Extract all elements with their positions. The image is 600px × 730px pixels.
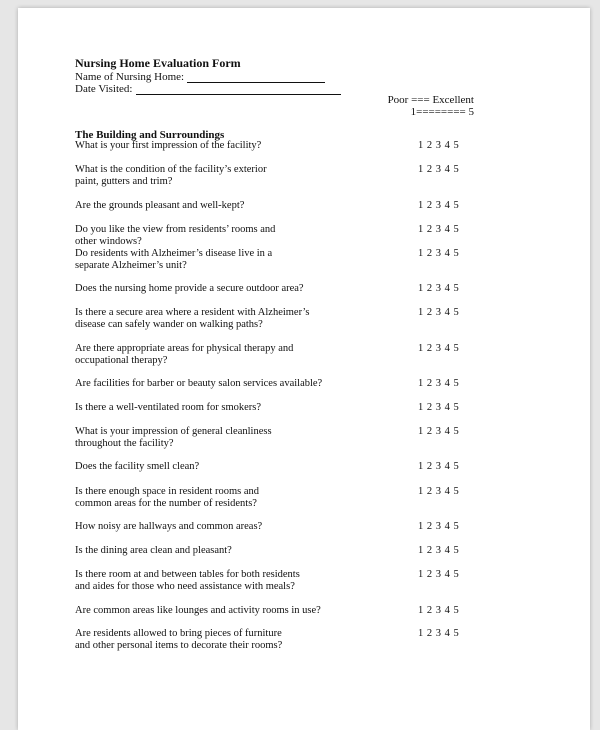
nursing-home-name-line[interactable] [187,73,325,83]
question-12: Does the facility smell clean? [75,461,200,472]
rating-9[interactable]: 1 2 3 4 5 [418,378,460,389]
question-18: Are residents allowed to bring pieces of furniture and other personal items to decorate their rooms? [75,628,283,651]
rating-16[interactable]: 1 2 3 4 5 [418,569,460,580]
question-11: What is your impression of general cleanliness throughout the facility? [75,426,272,449]
date-visited-line[interactable] [136,85,341,95]
question-7: Is there a secure area where a resident with Alzheimer’s disease can safely wander on walking paths? [75,307,310,330]
question-4: Do you like the view from residents’ rooms and other windows? [75,224,276,247]
rating-2[interactable]: 1 2 3 4 5 [418,164,460,175]
rating-4[interactable]: 1 2 3 4 5 [418,224,460,235]
date-visited-field [75,83,341,95]
rating-8[interactable]: 1 2 3 4 5 [418,343,460,354]
question-5: Do residents with Alzheimer’s disease live in a separate Alzheimer’s unit? [75,248,273,271]
rating-12[interactable]: 1 2 3 4 5 [418,461,460,472]
question-2: What is the condition of the facility’s exterior paint, gutters and trim? [75,164,267,187]
question-9: Are facilities for barber or beauty salon services available? [75,378,323,389]
scale-bottom: 1======== 5 [410,106,474,118]
rating-17[interactable]: 1 2 3 4 5 [418,605,460,616]
rating-10[interactable]: 1 2 3 4 5 [418,402,460,413]
rating-11[interactable]: 1 2 3 4 5 [418,426,460,437]
question-17: Are common areas like lounges and activity rooms in use? [75,605,321,616]
question-8: Are there appropriate areas for physical therapy and occupational therapy? [75,343,294,366]
rating-18[interactable]: 1 2 3 4 5 [418,628,460,639]
question-6: Does the nursing home provide a secure outdoor area? [75,283,304,294]
question-1: What is your first impression of the facility? [75,140,262,151]
question-14: How noisy are hallways and common areas? [75,521,263,532]
rating-7[interactable]: 1 2 3 4 5 [418,307,460,318]
scale-top: Poor === Excellent [387,94,474,106]
nursing-home-name-field [75,71,325,83]
rating-14[interactable]: 1 2 3 4 5 [418,521,460,532]
rating-1[interactable]: 1 2 3 4 5 [418,140,460,151]
question-3: Are the grounds pleasant and well-kept? [75,200,245,211]
rating-6[interactable]: 1 2 3 4 5 [418,283,460,294]
nursing-home-name-label: Name of Nursing Home: [75,71,185,83]
rating-5[interactable]: 1 2 3 4 5 [418,248,460,259]
rating-13[interactable]: 1 2 3 4 5 [418,486,460,497]
form-title: Nursing Home Evaluation Form [75,56,241,70]
question-10: Is there a well-ventilated room for smokers? [75,402,262,413]
date-visited-label: Date Visited: [75,83,133,95]
rating-scale-legend [382,94,474,118]
question-13: Is there enough space in resident rooms and common areas for the number of residents? [75,486,259,509]
section-title: The Building and Surroundings [75,129,225,141]
document-page [18,8,590,730]
question-16: Is there room at and between tables for both residents and aides for those who need assistance with meals? [75,569,300,592]
rating-3[interactable]: 1 2 3 4 5 [418,200,460,211]
question-15: Is the dining area clean and pleasant? [75,545,232,556]
rating-15[interactable]: 1 2 3 4 5 [418,545,460,556]
